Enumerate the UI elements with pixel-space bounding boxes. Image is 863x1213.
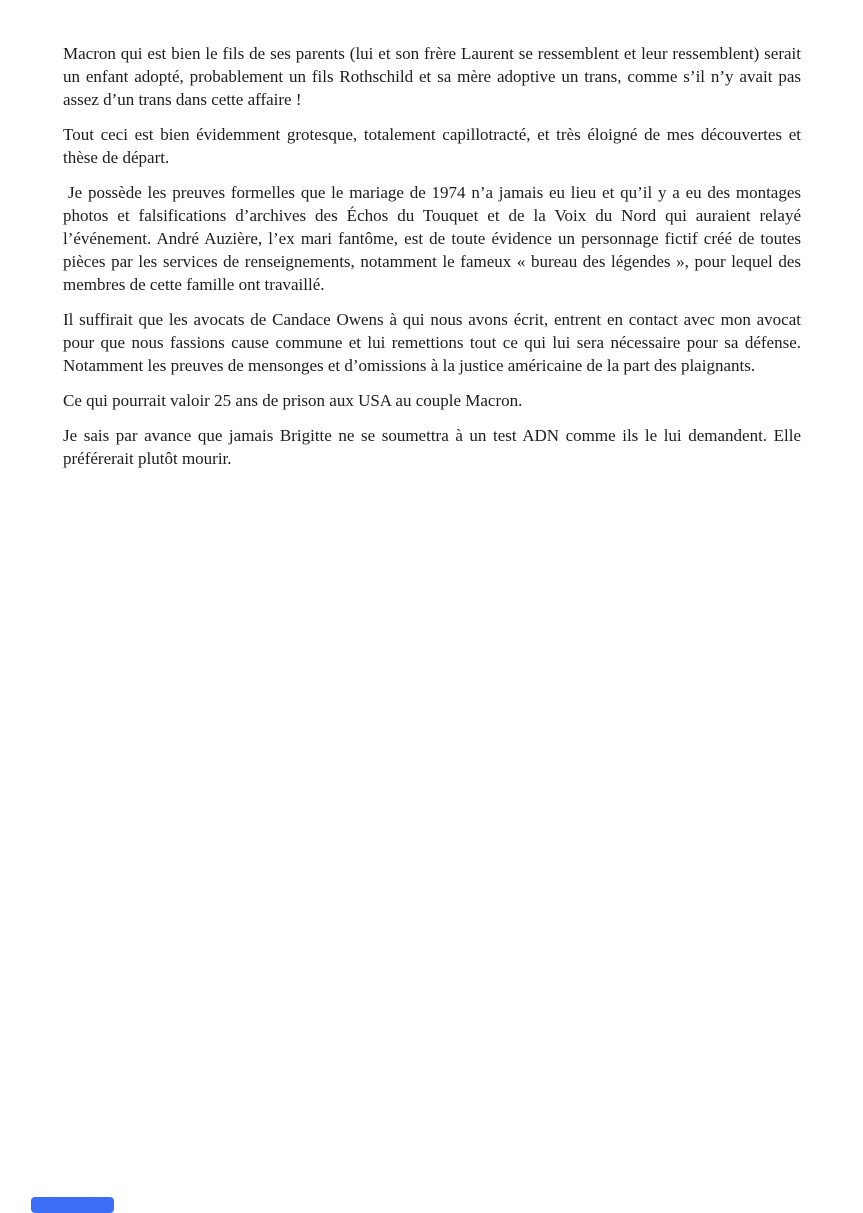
paragraph-1: Macron qui est bien le fils de ses parents (lui et son frère Laurent se ressemblent et leur ressemblent) serait un enfant adopté, probablement un fils Rothschild et sa mère adoptive un trans, comme s’il n’y avait pas assez d’un trans dans cette affaire ! <box>63 44 801 109</box>
paragraph-5: Ce qui pourrait valoir 25 ans de prison aux USA au couple Macron. <box>63 391 523 410</box>
document-body <box>63 42 801 482</box>
paragraph-6: Je sais par avance que jamais Brigitte ne se soumettra à un test ADN comme ils le lui demandent. Elle préférerait plutôt mourir. <box>63 426 801 468</box>
paragraph-3: Je possède les preuves formelles que le mariage de 1974 n’a jamais eu lieu et qu’il y a eu des montages photos et falsifications d’archives des Échos du Touquet et de la Voix du Nord qui auraient relayé l’événement. André Auzière, l’ex mari fantôme, est de toute évidence un personnage fictif créé de toutes pièces par les services de renseignements, notamment le fameux « bureau des légendes », pour lequel des membres de cette famille ont travaillé. <box>63 183 801 294</box>
paragraph-2: Tout ceci est bien évidemment grotesque, totalement capillotracté, et très éloigné de mes découvertes et thèse de départ. <box>63 125 801 167</box>
partial-blue-element[interactable] <box>31 1197 114 1213</box>
paragraph-4: Il suffirait que les avocats de Candace Owens à qui nous avons écrit, entrent en contact avec mon avocat pour que nous fassions cause commune et lui remettions tout ce qui lui sera nécessaire pour sa défense. Notamment les preuves de mensonges et d’omissions à la justice américaine de la part des plaignants. <box>63 310 801 375</box>
